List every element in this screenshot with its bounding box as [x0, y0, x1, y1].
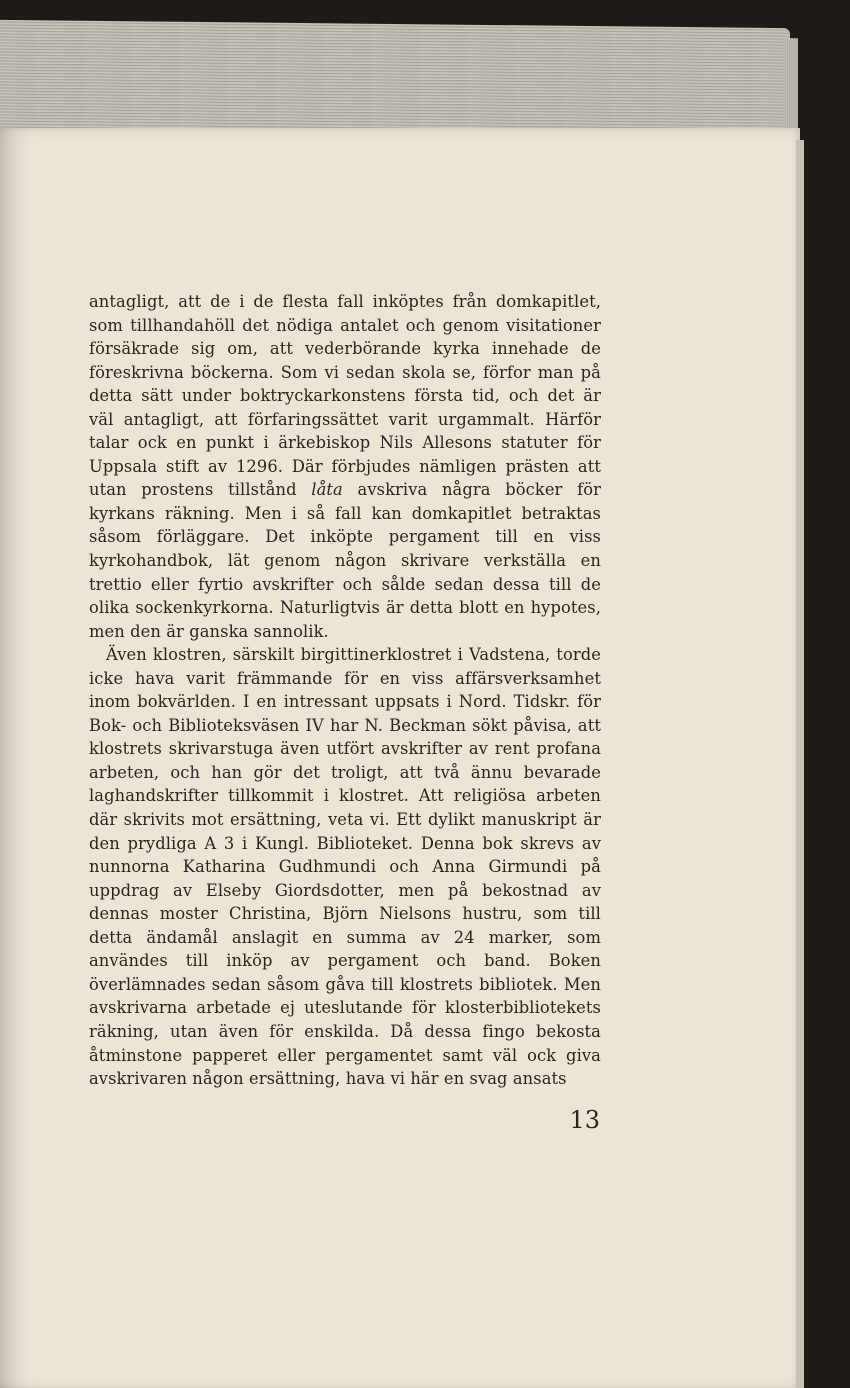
paragraph-2: Även klostren, särskilt birgittinerklostret i Vadstena, torde icke hava varit främmande för en viss affärsverksamhet inom bokvärlden. I en intressant uppsats i Nord. Tidskr. för Bok- och Biblioteksväsen IV har N. Beckman sökt påvisa, att klostrets skrivarstuga även utfört avskrifter av rent profana arbeten, och han gör det troligt, att två ännu bevarade laghandskrifter tillkommit i klostret. Att religiösa arbeten där skrivits mot ersättning, veta vi. Ett dylikt manuskript är den prydliga A 3 i Kungl. Biblioteket. Denna bok skrevs av nunnorna Katharina Gudhmundi och Anna Girmundi på uppdrag av Elseby Giordsdotter, men på bekostnad av dennas moster Christina, Björn Nielsons hustru, som till detta ändamål anslagit en summa av 24 marker, som användes till inköp av pergament och band. Boken överlämnades sedan såsom gåva till klostrets bibliotek. Men avskrivarna arbetade ej uteslutande för klosterbibliotekets räkning, utan även för enskilda. Då dessa fingo bekosta åtminstone papperet eller pergamentet samt väl ock giva avskrivaren någon ersättning, hava vi här en svag ansats — [89, 645, 601, 1089]
paragraph-1 — [89, 290, 601, 643]
page-number: 13 — [569, 1106, 600, 1134]
paragraph-1-italic-word: låta — [311, 480, 343, 500]
paragraph-1-part-2: avskriva några böcker för kyrkans räkning. Men i så fall kan domkapitlet betraktas såsom förläggare. Det inköpte pergament till en viss kyrkohandbok, lät genom någon skrivare verkställa en trettio eller fyrtio avskrifter och sålde sedan dessa till de olika sockenkyrkorna. Naturligtvis är detta blott en hypotes, men den är ganska sannolik. — [89, 480, 601, 641]
page-fore-edge — [796, 140, 804, 1388]
paragraph-1-part-1: antagligt, att de i de flesta fall inköptes från domkapitlet, som tillhandahöll det nödiga antalet och genom visitationer försäkrade sig om, att vederbörande kyrka innehade de föreskrivna böckerna. Som vi sedan skola se, förfor man på detta sätt under boktryckarkonstens första tid, och det är väl antagligt, att förfaringssättet varit urgammalt. Härför talar ock en punkt i ärkebiskop Nils Allesons statuter för Uppsala stift av 1296. Där förbjudes nämligen prästen att utan prostens tillstånd — [89, 292, 601, 500]
body-text — [89, 290, 601, 1091]
